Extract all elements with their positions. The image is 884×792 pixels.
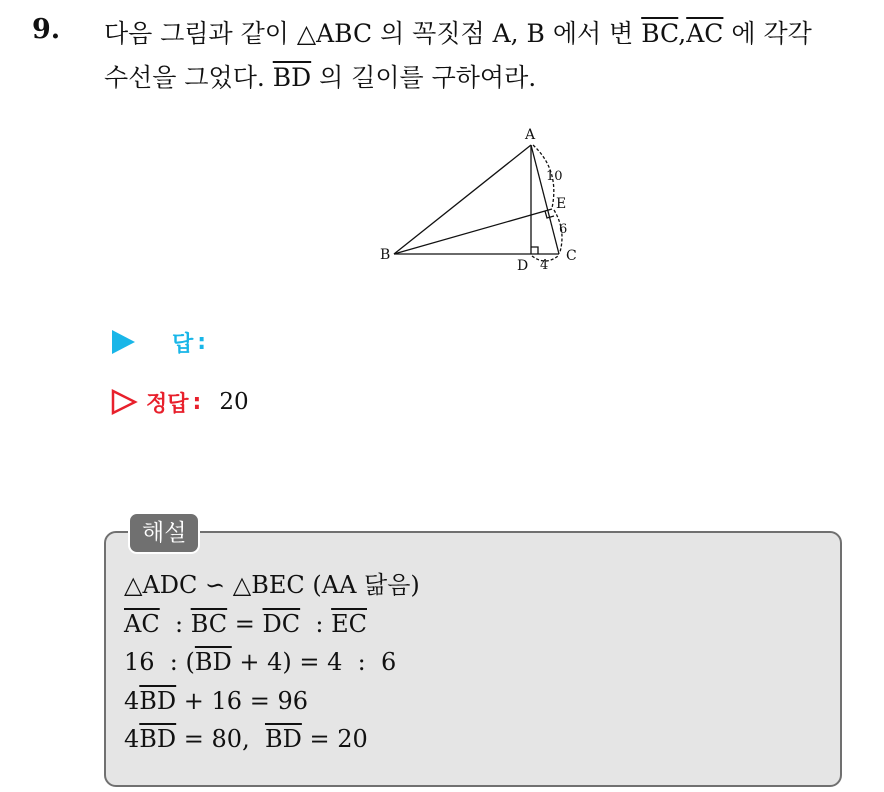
segment-ac: $\overline{AC}$: [686, 19, 724, 48]
filled-triangle-right-icon: [110, 329, 136, 355]
segment-bd: $\overline{BD}$: [272, 63, 312, 92]
label-b: B: [380, 247, 391, 263]
solution-line-2: $\overline{AC}$ : $\overline{BC} = \overline{DC}$ : $\overline{EC}$: [124, 609, 367, 638]
length-ec: 6: [559, 222, 568, 237]
correct-answer-row: [110, 382, 249, 422]
solution-line-5: $4\overline{BD} = 80$, $\overline{BD} = 20$: [124, 725, 368, 753]
correct-answer-colon: :: [192, 389, 202, 415]
label-e: E: [556, 196, 567, 212]
answer-row: [110, 322, 206, 362]
solution-line-1: △ADC ∽ △BEC (AA 닮음): [124, 571, 420, 599]
solution-lines: [124, 566, 420, 759]
question-line-2: 수선을 그었다. $\overline{BD}$ 의 길이를 구하여라.: [104, 63, 537, 92]
solution-line-4: $4\overline{BD} + 16 = 96$: [124, 686, 308, 715]
label-d: D: [517, 258, 529, 274]
answer-colon: :: [197, 329, 207, 355]
solution-line-3: 16 : $(\overline{BD} + 4) = 4$ : 6: [124, 648, 397, 676]
label-c: C: [566, 248, 577, 264]
right-angle-mark-d: [531, 247, 538, 254]
solution-tag: 해설: [128, 512, 200, 554]
outline-triangle-right-icon: [110, 388, 138, 416]
length-dc: 4: [540, 258, 549, 273]
perpendicular-be: [394, 209, 552, 254]
question-line-1: 다음 그림과 같이 △ABC 의 꼭짓점 A, B 에서 변 $\overline{BC},\overline{AC}$ 에 각각: [104, 19, 812, 48]
segment-bc: $\overline{BC}$: [641, 19, 679, 48]
length-ae: 10: [546, 169, 563, 184]
label-a: A: [525, 127, 536, 143]
correct-answer-label: 정답: [146, 391, 189, 417]
answer-label: 답: [172, 331, 194, 357]
question-text: [104, 12, 874, 100]
triangle-figure: [370, 120, 590, 280]
correct-answer-value: 20: [219, 389, 249, 415]
side-ab: [394, 145, 531, 254]
side-ac: [531, 145, 559, 254]
question-number: 9.: [32, 14, 61, 45]
